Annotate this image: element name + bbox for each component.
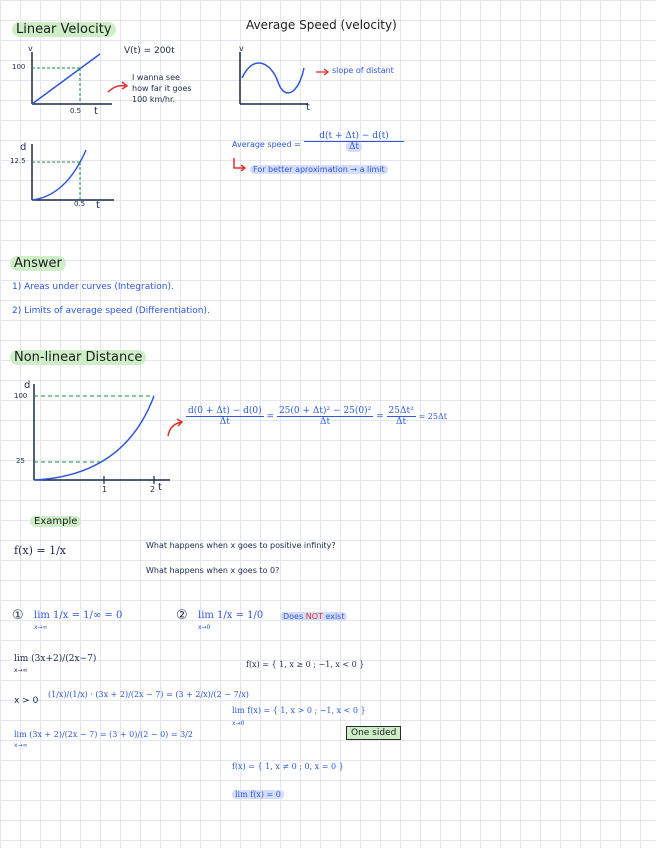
graph4-x-tick-2: 2: [150, 485, 156, 494]
one-sided-badge: One sided: [346, 726, 401, 740]
graph1-y-label: v: [28, 44, 33, 53]
item-2-number: ②: [176, 608, 188, 623]
graph4-x-label: t: [158, 482, 162, 493]
red-curve-arrow-icon: [230, 156, 248, 174]
better-approx-note: For better aproximation → a limit: [250, 165, 388, 174]
heading-answer: Answer: [10, 256, 66, 271]
graph2-y-tick: 12.5: [10, 157, 26, 165]
heading-example: Example: [30, 516, 81, 527]
slope-note: slope of distant: [332, 66, 394, 75]
piecewise-final-limit: lim f(x) = 0: [232, 790, 284, 799]
item-1-number: ①: [12, 608, 24, 623]
does-not-exist-label: Does NOT exist: [280, 612, 347, 621]
limit-zero-sub: x→0: [198, 624, 211, 631]
limit-zero: lim 1/x = 1/0: [198, 610, 264, 621]
heading-average-speed: Average Speed (velocity): [246, 18, 397, 32]
piecewise-function-2: f(x) = { 1, x ≠ 0 ; 0, x = 0 }: [232, 762, 344, 771]
limit-step: (1/x)/(1/x) · (3x + 2)/(2x − 7) = (3 + 2/x)/(2 − 7/x): [48, 690, 249, 699]
graph2-y-label: d: [20, 142, 27, 153]
piecewise-limit: lim f(x) = { 1, x > 0 ; −1, x < 0 }: [232, 706, 366, 715]
graph4-y-label: d: [24, 380, 31, 391]
graph4-x-tick-1: 1: [102, 485, 108, 494]
graph1-y-tick: 100: [12, 63, 26, 71]
graph3-x-label: t: [306, 102, 310, 113]
graph3-y-label: v: [239, 44, 244, 53]
avg-speed-label: Average speed =: [232, 140, 301, 149]
answer-item-1: 1) Areas under curves (Integration).: [12, 282, 174, 292]
limit-final-sub: x→∞: [14, 742, 28, 749]
example-function: f(x) = 1/x: [14, 544, 66, 557]
velocity-equation: V(t) = 200t: [124, 46, 175, 56]
heading-linear-velocity: Linear Velocity: [12, 22, 116, 37]
graph4-y-tick-25: 25: [16, 457, 25, 465]
graph-distance: [22, 140, 122, 212]
graph4-y-tick-100: 100: [14, 392, 28, 400]
graph-nonlinear-distance: [24, 380, 174, 490]
limit-final: lim (3x + 2)/(2x − 7) = (3 + 0)/(2 − 0) = 3/2: [14, 730, 193, 739]
heading-nonlinear-distance: Non-linear Distance: [10, 350, 146, 365]
red-curve-arrow-icon: [164, 418, 186, 438]
graph1-x-label: t: [94, 106, 98, 117]
nonlinear-difference-quotient: $\frac{d(0 + \Delta t) - d(0)}{\Delta t}$ = $\frac{\text{25(0 + Δt)² − 25(0)²}}{\Delta t}$ = $\frac{\text{25Δt²}}{\Delta t}$ = 25Δt: [188, 406, 447, 427]
piecewise-limit-sub: x→0: [232, 720, 245, 727]
graph2-x-label: t: [96, 200, 100, 211]
wanna-see-note: I wanna see how far it goes 100 km/hr.: [132, 73, 192, 104]
lim-expression: lim (3x+2)/(2x−7): [14, 654, 97, 664]
red-arrow-icon: [106, 80, 130, 96]
example-question-1: What happens when x goes to positive infinity?: [146, 541, 336, 550]
piecewise-function-1: f(x) = { 1, x ≥ 0 ; −1, x < 0 }: [246, 660, 365, 669]
x-positive-label: x > 0: [14, 696, 39, 706]
graph1-x-tick: 0.5: [70, 107, 82, 115]
answer-item-2: 2) Limits of average speed (Differentiation).: [12, 306, 210, 316]
graph2-x-tick: 0.5: [74, 200, 86, 208]
example-question-2: What happens when x goes to 0?: [146, 566, 280, 575]
limit-infinity: lim 1/x = 1/∞ = 0: [34, 610, 123, 621]
avg-speed-fraction: $\frac{d(t + \Delta t) - d(t)}{\Delta t}$: [304, 131, 404, 152]
lim-expression-sub: x→∞: [14, 667, 28, 674]
limit-infinity-sub: x→∞: [34, 624, 48, 631]
arrow-right-icon: [316, 68, 330, 76]
